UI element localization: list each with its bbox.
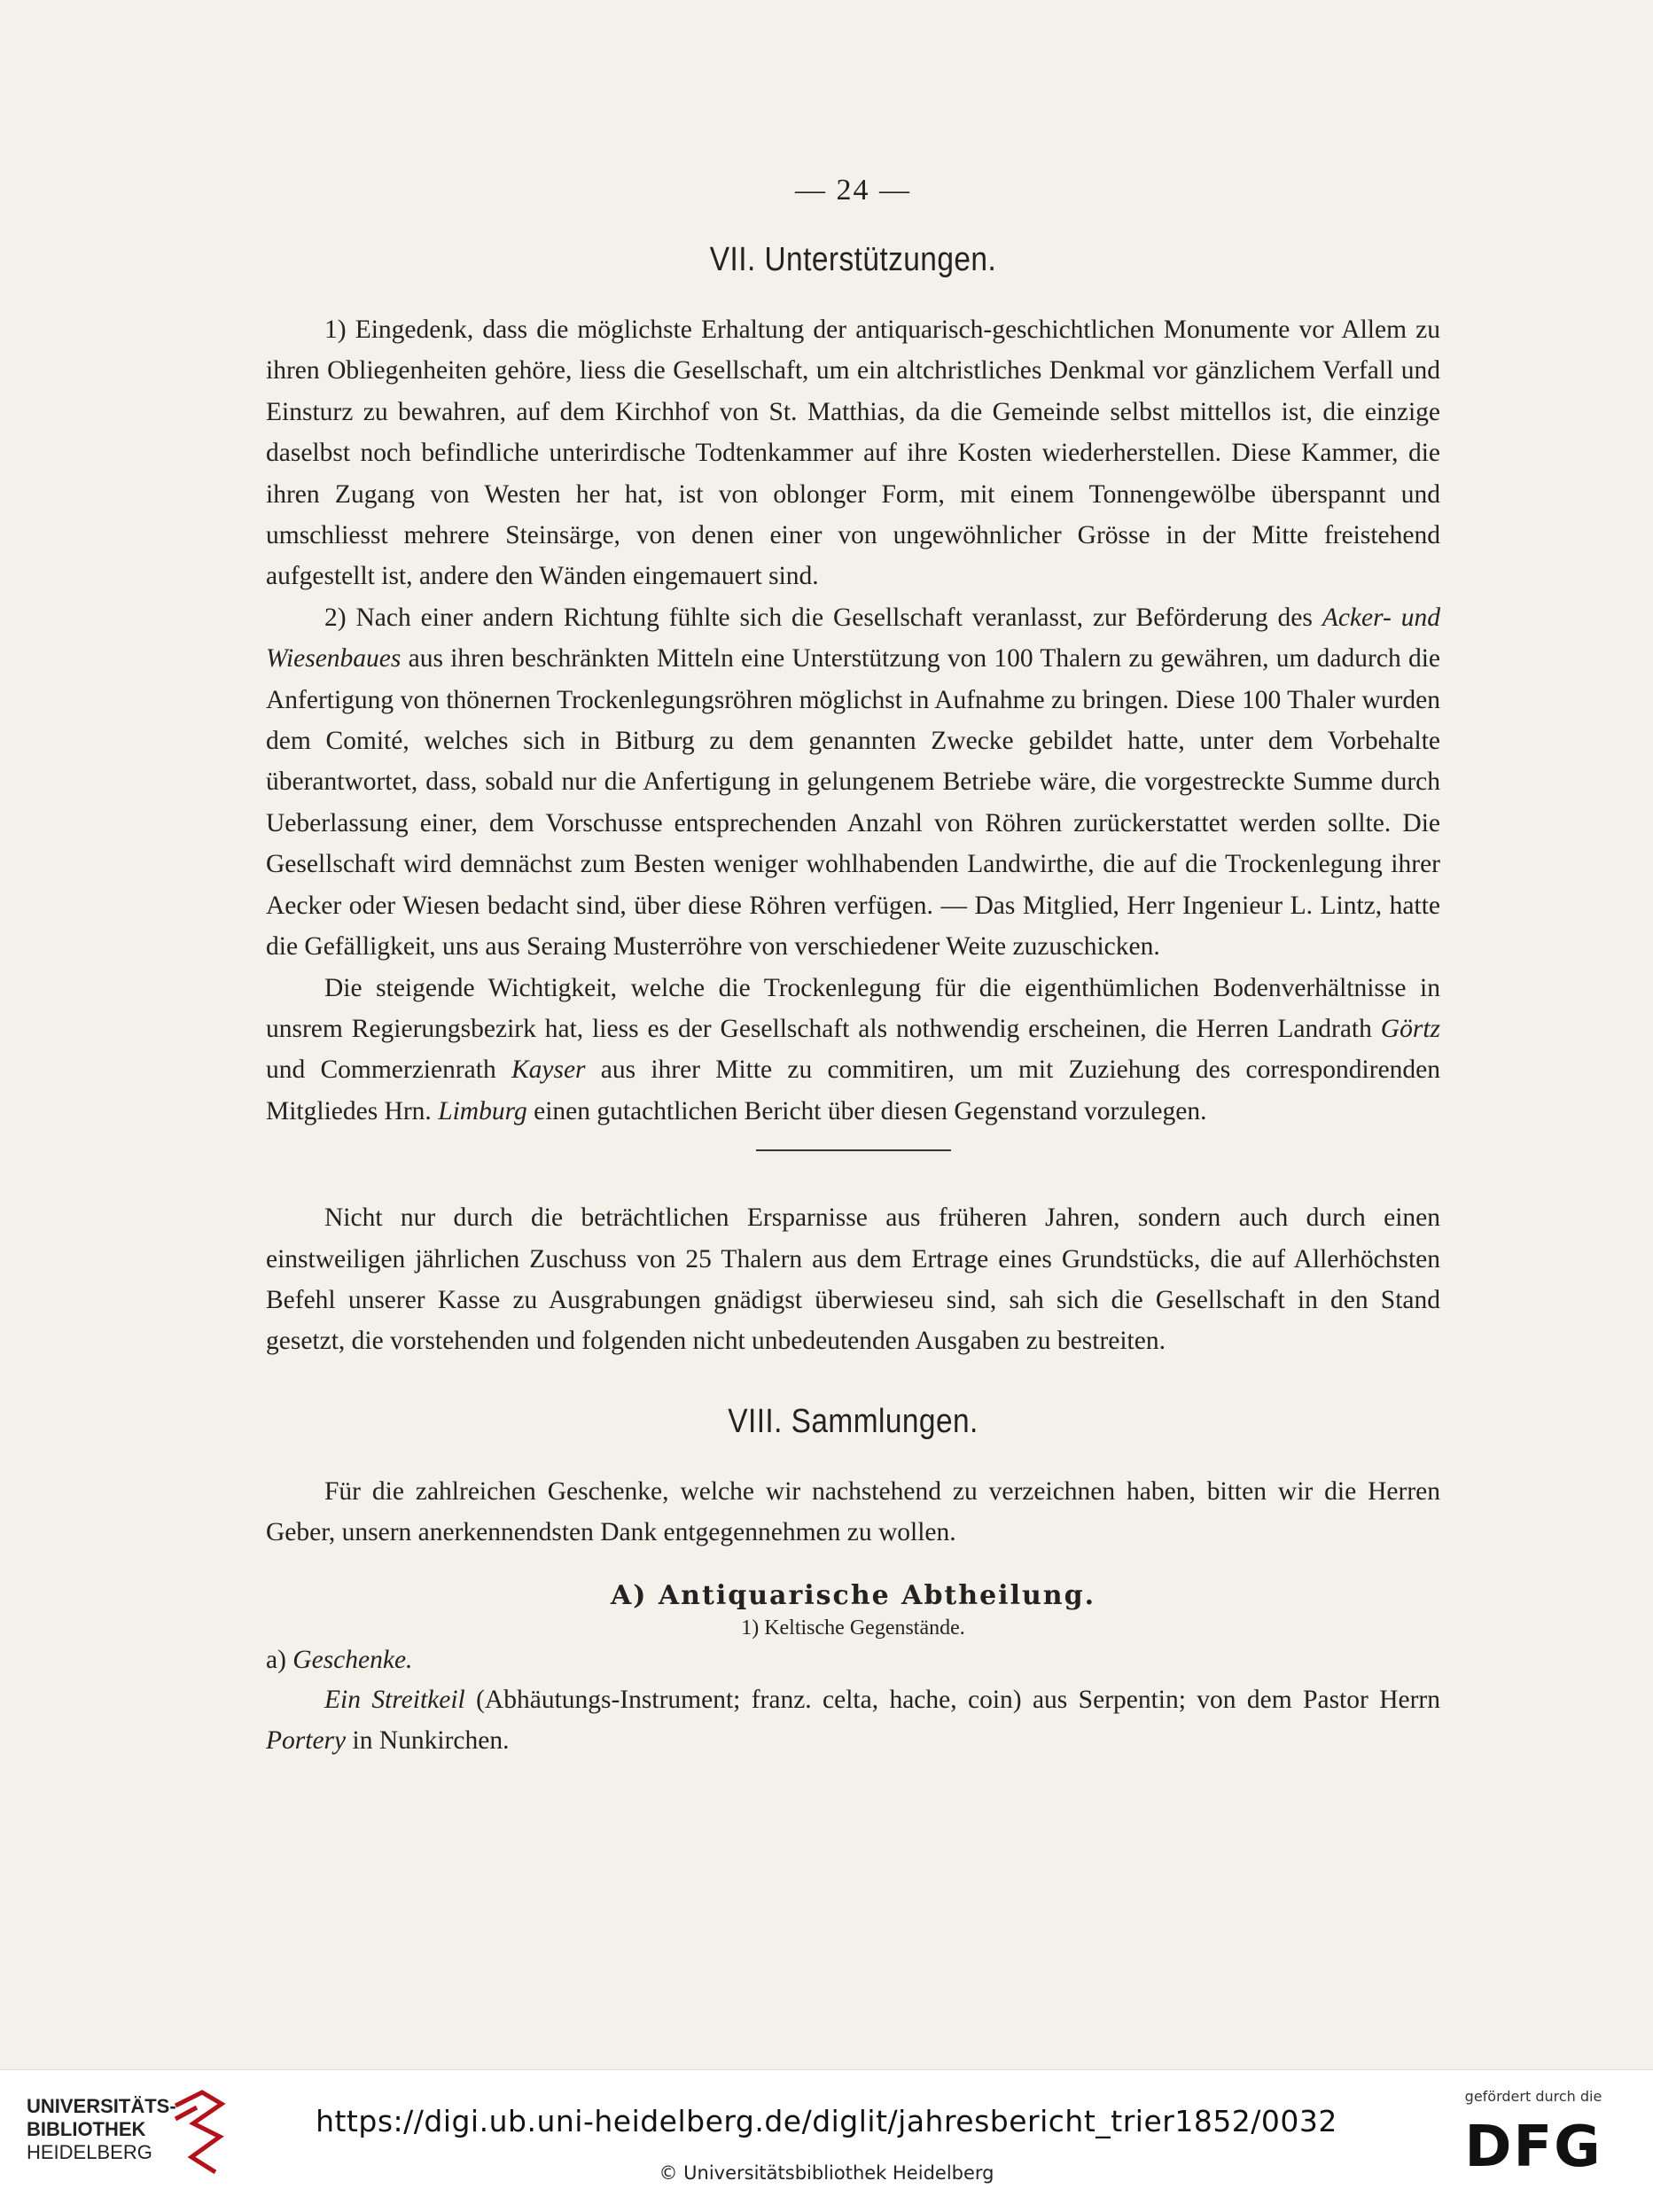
library-name-line-3: HEIDELBERG bbox=[27, 2141, 152, 2163]
geschenke-heading bbox=[266, 1640, 1440, 1679]
geschenke-prefix: a) bbox=[266, 1645, 293, 1674]
subsection-subtitle: 1) Keltische Gegenstände. bbox=[741, 1616, 965, 1640]
dfg-logo[interactable]: DFG bbox=[1464, 2115, 1602, 2180]
paragraph-2-text-b: aus ihren beschränkten Mitteln eine Unterstützung von 100 Thalern zu gewähren, um dadurch die Anfertigung von thönernen Trockenlegungsröhren möglichst in Aufnahme zu bringen. Diese 100 Thaler wurden dem Comité, welches sich in Bitburg zu dem genannten Zwecke gebildet hatte, unter dem Vorbehalte überantwortet, dass, sobald nur die Anfertigung in gelungenem Betriebe wäre, die vorgestreckte Summe durch Ueberlassung einer, dem Vorschusse entsprechenden Anzahl von Röhren zurückerstattet werden sollte. Die Gesellschaft wird demnächst zum Besten weniger wohlhabenden Landwirthe, die auf die Trockenlegung ihrer Aecker oder Wiesen bedacht sind, über diese Röhren verfügen. — Das Mitglied, Herr Ingenieur L. Lintz, hatte die Gefälligkeit, uns aus Seraing Musterröhre von verschiedener Weite zuzuschicken. bbox=[266, 644, 1440, 962]
library-name-line-2: BIBLIOTHEK bbox=[27, 2118, 146, 2140]
name-limburg: Limburg bbox=[438, 1096, 527, 1125]
item-streitkeil-name: Ein Streitkeil bbox=[324, 1685, 465, 1714]
footer-bar bbox=[0, 2069, 1653, 2212]
funding-note: gefördert durch die bbox=[1464, 2088, 1602, 2105]
divider-rule bbox=[756, 1149, 951, 1151]
page-content bbox=[266, 174, 1440, 1761]
paragraph-3-text-b: und Commerzienrath bbox=[266, 1055, 511, 1085]
copyright-notice: © Universitätsbibliothek Heidelberg bbox=[659, 2162, 994, 2184]
name-goertz: Görtz bbox=[1380, 1014, 1440, 1043]
geschenke-label: Geschenke. bbox=[292, 1645, 413, 1674]
item-streitkeil-text-a: (Abhäutungs-Instrument; franz. celta, hache, coin) aus Serpentin; von dem Pastor Herrn bbox=[464, 1685, 1440, 1714]
item-streitkeil bbox=[266, 1679, 1440, 1762]
paragraph-1: 1) Eingedenk, dass die möglichste Erhaltung der antiquarisch-geschichtlichen Monumente vor Allem zu ihren Obliegenheiten gehöre, liess die Gesellschaft, um ein altchristliches Denkmal vor gänzlichem Verfall und Einsturz zu bewahren, auf dem Kirchhof von St. Matthias, da die Gemeinde selbst mittellos ist, die einzige daselbst noch befindliche unterirdische Todtenkammer auf ihre Kosten wiederherstellen. Diese Kammer, die ihren Zugang von Westen her hat, ist von oblonger Form, mit einem Tonnengewölbe überspannt und umschliesst mehrere Steinsärge, von denen einer von ungewöhnlicher Grösse in der Mitte freistehend aufgestellt ist, andere den Wänden eingemauert sind. bbox=[266, 315, 1440, 591]
paragraph-4: Nicht nur durch die beträchtlichen Ersparnisse aus früheren Jahren, sondern auch durch einen einstweiligen jährlichen Zuschuss von 25 Thalern aus dem Ertrage eines Grundstücks, die auf Allerhöchsten Befehl unserer Kasse zu Ausgrabungen gnädigst überwieseu sind, sah sich die Gesellschaft in den Stand gesetzt, die vorstehenden und folgenden nicht unbedeutenden Ausgaben zu bestreiten. bbox=[266, 1203, 1440, 1356]
library-name-line-1: UNIVERSITÄTS- bbox=[27, 2095, 176, 2117]
paragraph-2-emphasis: Acker- und Wiesenbaues bbox=[266, 603, 1441, 674]
item-streitkeil-text-b: in Nunkirchen. bbox=[346, 1725, 510, 1755]
subsection-title: A) Antiquarische Abtheilung. bbox=[610, 1579, 1096, 1611]
paragraph-3-text-a: Die steigende Wichtigkeit, welche die Trockenlegung für die eigenthümlichen Bodenverhältnisse in unsrem Regierungsbezirk hat, liess es der Gesellschaft als nothwendig erscheinen, die Herren Landrath bbox=[266, 973, 1440, 1043]
paragraph-2 bbox=[266, 597, 1440, 968]
name-portery: Portery bbox=[266, 1725, 347, 1755]
permalink-url[interactable]: https://digi.ub.uni-heidelberg.de/diglit/jahresbericht_trier1852/0032 bbox=[316, 2104, 1337, 2138]
name-kayser: Kayser bbox=[511, 1055, 586, 1085]
paragraph-2-text-a: 2) Nach einer andern Richtung fühlte sich die Gesellschaft veranlasst, zur Beförderung des bbox=[324, 603, 1322, 632]
paragraph-3 bbox=[266, 968, 1440, 1133]
section-title-viii: VIII. Sammlungen. bbox=[728, 1402, 979, 1440]
paragraph-3-text-d: einen gutachtlichen Bericht über diesen Gegenstand vorzulegen. bbox=[526, 1096, 1207, 1125]
paragraph-3-text-c: aus ihrer Mitte zu commitiren, um mit Zuziehung des correspondirenden Mitgliedes Hrn. bbox=[266, 1055, 1441, 1125]
section-title-vii: VII. Unterstützungen. bbox=[709, 241, 997, 278]
section-8-intro: Für die zahlreichen Geschenke, welche wir nachstehend zu verzeichnen haben, bitten wir die Herren Geber, unsern anerkennendsten Dank entgegennehmen zu wollen. bbox=[266, 1476, 1440, 1547]
page-number: — 24 — bbox=[795, 174, 911, 206]
